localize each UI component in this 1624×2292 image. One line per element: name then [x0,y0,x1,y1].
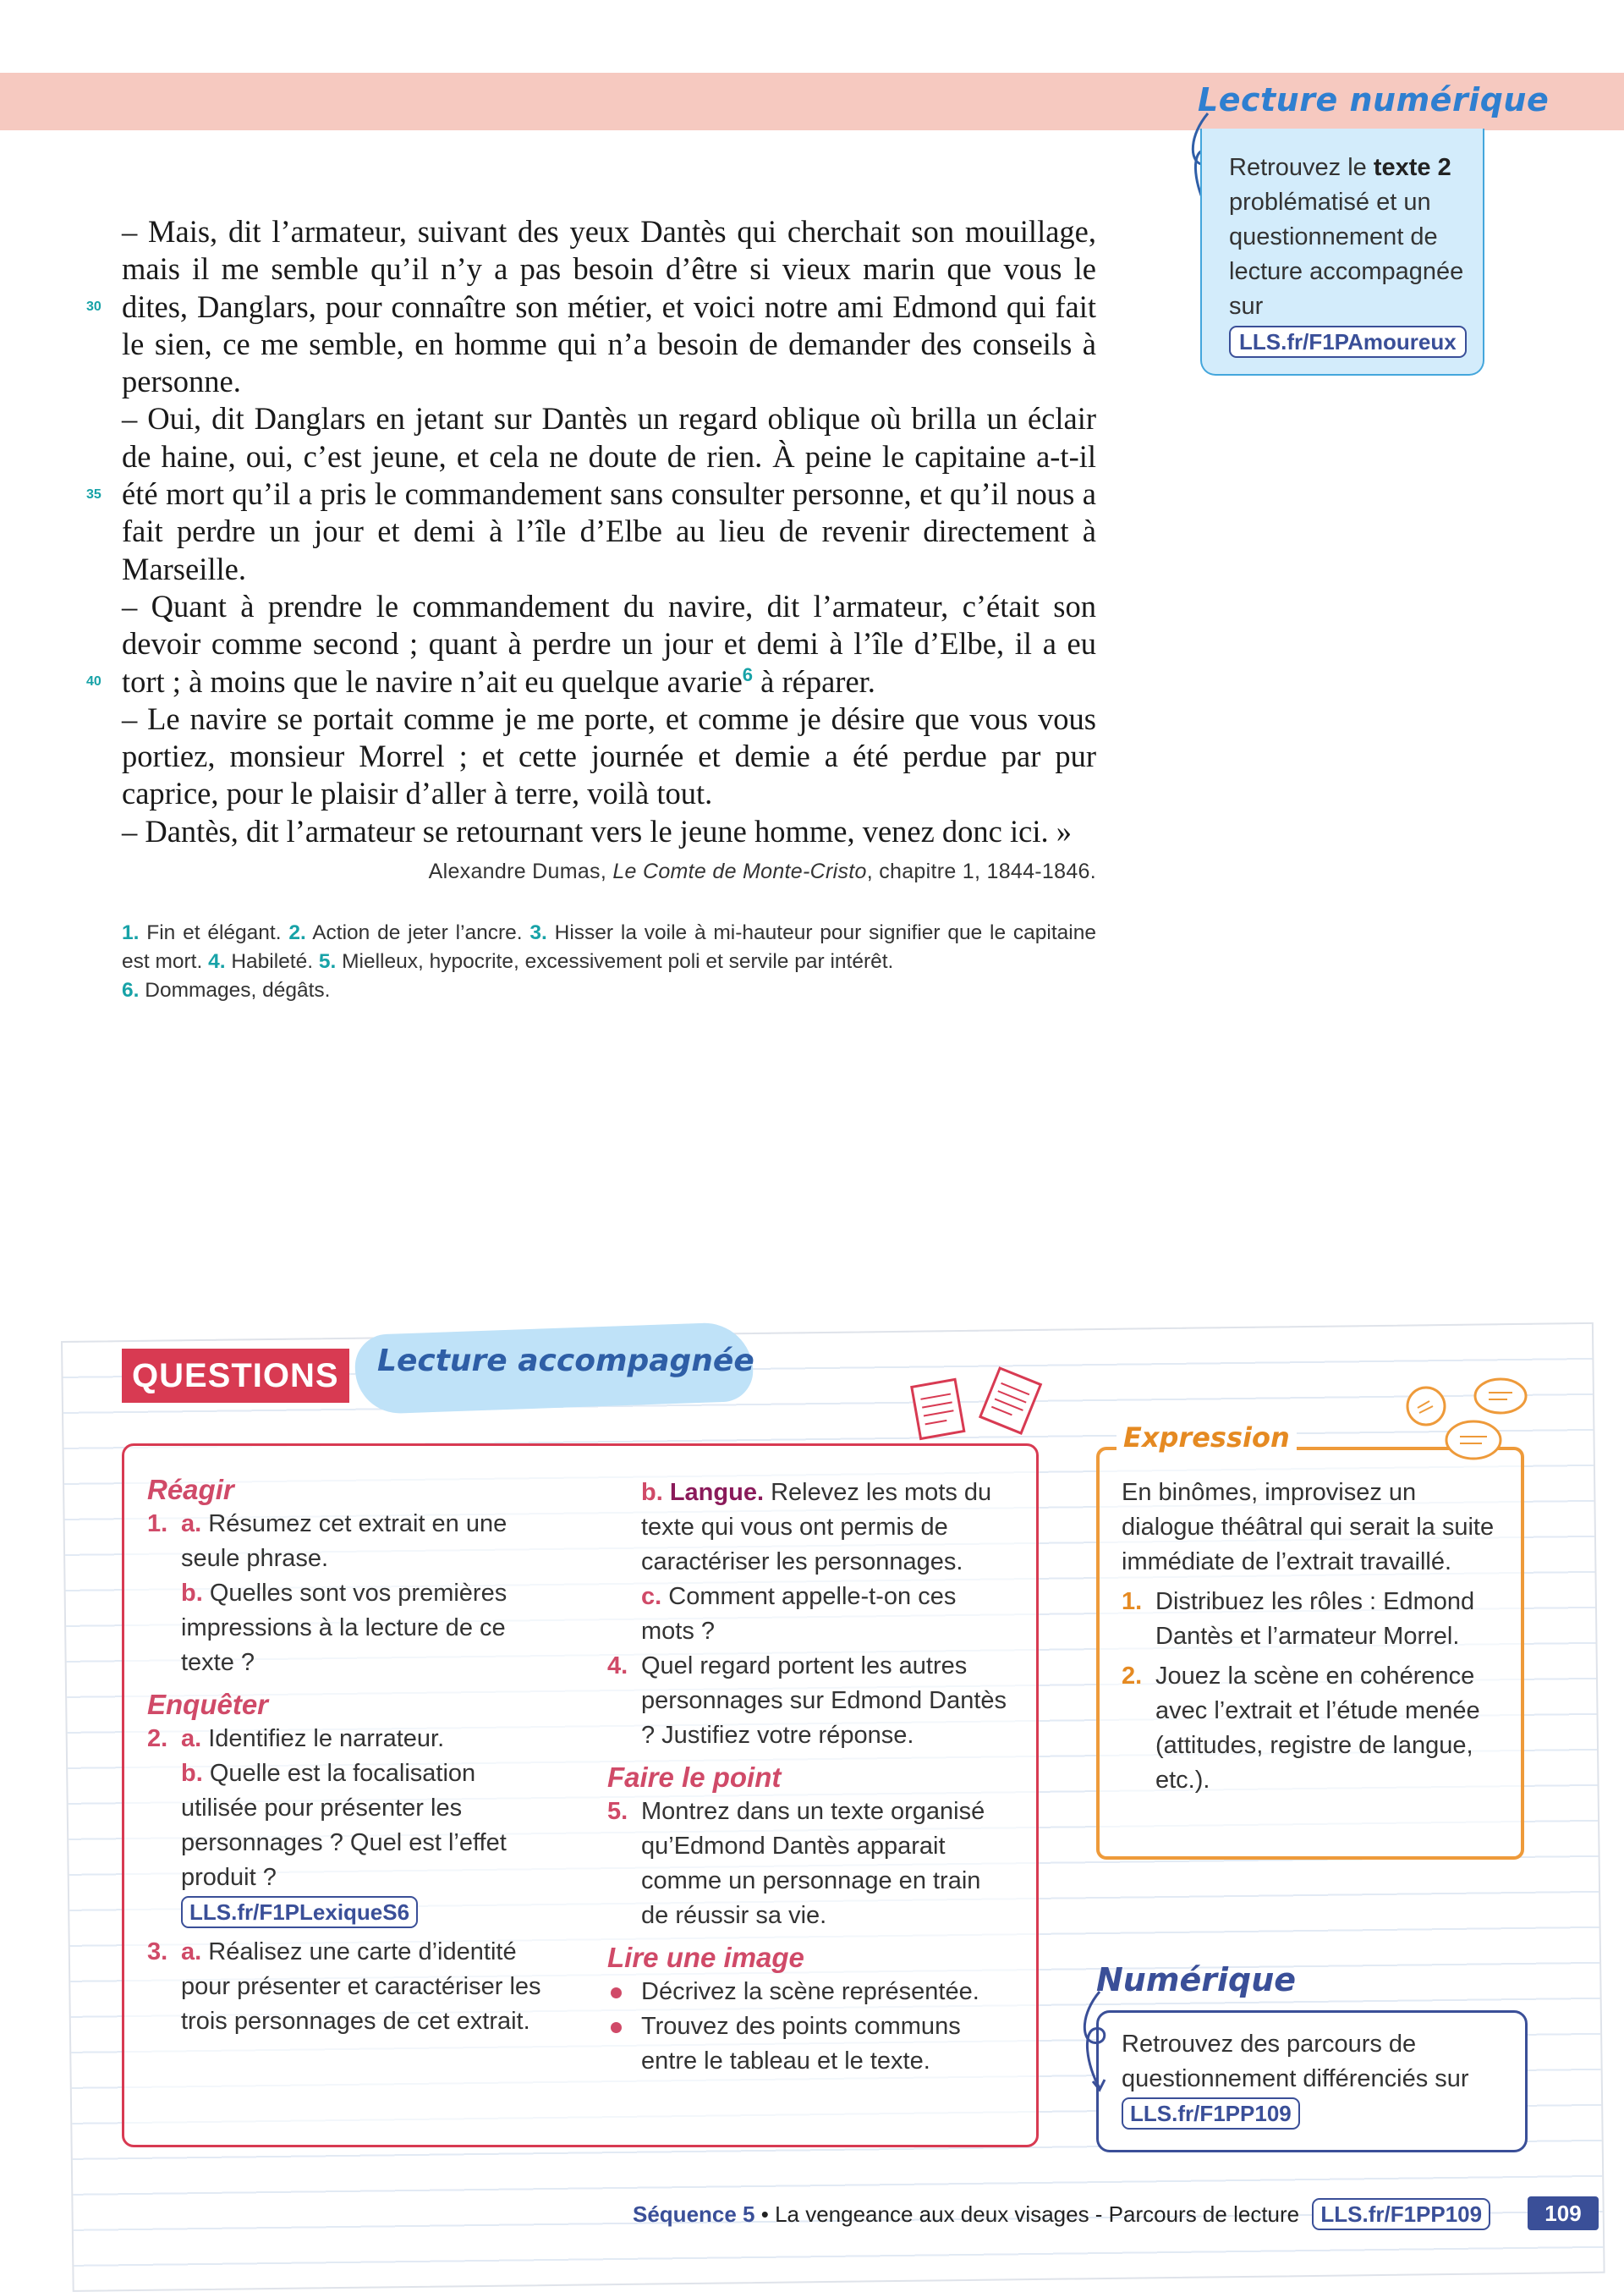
question-letter: a. [181,1510,202,1537]
sidebar-link[interactable]: LLS.fr/F1PAmoureux [1229,326,1467,358]
question-text: Montrez dans un texte organisé qu’Edmond Dantès apparait comme un personnage en train de réussir sa vie. [641,1798,985,1929]
paragraph: – Mais, dit l’armateur, suivant des yeux Dantès qui cherchait son mouillage, mais il me semble qu’il n’y a pas besoin d’être si vieux marin que vous le dites, Danglars, pour connaître son métier, et voici notre ami Edmond qui fait le sien, ce me semble, en homme qui n’a besoin de demander des conseils à personne. [122,214,1096,399]
question-2b [147,1756,553,1930]
numerique-description: Retrouvez des parcours de questionnement différenciés sur [1122,2031,1469,2092]
sidebar-text: Retrouvez le [1229,154,1374,181]
question-text: Comment appelle-t-on ces mots ? [641,1583,957,1645]
lecture-numerique-box [1200,129,1484,376]
footer-link[interactable]: LLS.fr/F1PP109 [1312,2198,1490,2230]
question-text: Réalisez une carte d’identité pour présenter et caractériser les trois personnages de cet extrait. [181,1938,541,2035]
question-text: Décrivez la scène représentée. [641,1978,979,2005]
question-letter: a. [181,1938,202,1965]
question-text: Identifiez le narrateur. [201,1725,445,1752]
footnote-number: 5. [318,950,337,973]
lexique-link[interactable]: LLS.fr/F1PLexiqueS6 [181,1896,418,1928]
line-number: 35 [86,487,102,502]
footer-title: La vengeance aux deux visages - Parcours de lecture [775,2201,1300,2227]
question-number: 4. [607,1652,628,1679]
section-title-enqueter: Enquêter [147,1689,269,1720]
questions-left-column [147,1472,553,2039]
question-letter: a. [181,1725,202,1752]
numerique-text [1122,2027,1519,2131]
footnote-number: 2. [288,921,306,944]
paragraph-text: – Quant à prendre le commandement du navire, dit l’armateur, c’était son devoir comme second ; quant à perdre un jour et demi à l’île d’Elbe, il a eu tort ; à moins que le navire n’ait eu quelque avarie [122,588,1096,699]
novel-excerpt [122,213,1096,850]
question-letter: c. [641,1583,662,1610]
lecture-numerique-title: Lecture numérique [1198,81,1550,118]
source-rest: , chapitre 1, 1844-1846. [866,860,1096,883]
footnote-text: Hisser la voile à mi-hauteur pour signifier que le capitaine est mort. [122,921,1096,973]
question-3b [607,1476,1013,1580]
section-title-faire-le-point: Faire le point [607,1762,782,1793]
paragraph: – Oui, dit Danglars en jetant sur Dantès un regard oblique où brilla un éclair de haine, oui, c’est jeune, et cela ne doute de rien. À peine le capitaine a-t-il été mort qu’il a pris le commandement sans consulter personne, et qu’il nous a fait perdre un jour et demi à l’île d’Elbe au lieu de revenir directement à Marseille. [122,401,1096,586]
question-4 [607,1649,1013,1753]
footnote-ref[interactable]: 6 [742,663,754,685]
question-number: 3. [147,1938,168,1965]
footnote-number: 3. [529,921,547,944]
question-letter: b. [181,1760,203,1787]
paragraph: – Dantès, dit l’armateur se retournant vers le jeune homme, venez donc ici. » [122,813,1072,849]
footnote-text: Fin et élégant. [139,921,289,944]
expression-text [1122,1476,1511,1798]
numerique-title: Numérique [1096,1961,1297,1998]
question-number: 2. [147,1725,168,1752]
expression-intro: En binômes, improvisez un dialogue théâtral qui serait la suite immédiate de l’extrait travaillé. [1122,1479,1495,1575]
questions-subtitle: Lecture accompagnée [377,1344,754,1378]
page-number: 109 [1528,2196,1599,2230]
paragraph [122,588,1096,701]
question-text: Quel regard portent les autres personnages sur Edmond Dantès ? Justifiez votre réponse. [641,1652,1007,1749]
question-text: Quelles sont vos premières impressions à la lecture de ce texte ? [181,1580,508,1676]
footnote-number: 4. [208,950,226,973]
question-3c [607,1580,1013,1649]
question-1a [147,1507,553,1576]
sidebar-text-bold: texte 2 [1373,154,1451,181]
source-work: Le Comte de Monte-Cristo [612,860,867,883]
expression-item-2 [1122,1659,1511,1798]
expression-title: Expression [1116,1421,1297,1454]
question-1b [147,1576,553,1680]
numerique-link[interactable]: LLS.fr/F1PP109 [1122,2097,1300,2130]
source-author: Alexandre Dumas, [428,860,613,883]
footnote-number: 6. [122,979,140,1002]
source-citation [429,860,1096,884]
item-text: Distribuez les rôles : Edmond Dantès et l’armateur Morrel. [1155,1588,1475,1650]
section-title-reagir: Réagir [147,1474,234,1505]
line-number: 30 [86,300,102,314]
question-number: 1. [147,1510,168,1537]
line-number: 40 [86,674,102,689]
footnote-text: Action de jeter l’ancre. [305,921,530,944]
footnote-text: Mielleux, hypocrite, excessivement poli et servile par intérêt. [336,950,894,973]
footer-sequence: Séquence 5 [633,2201,755,2227]
question-letter: b. [641,1479,663,1506]
questions-right-column [607,1476,1013,2079]
bullet-icon [611,1987,622,1998]
paragraph-text: à réparer. [753,663,875,699]
question-text: Trouvez des points communs entre le tableau et le texte. [641,2013,961,2075]
item-number: 1. [1122,1588,1143,1615]
footnote-text: Habileté. [225,950,319,973]
bullet-item [607,2009,1013,2079]
item-number: 2. [1122,1663,1143,1690]
sidebar-text-end: problématisé et un questionnement de lecture accompagnée sur [1229,189,1464,320]
question-text: Quelle est la focalisation utilisée pour présenter les personnages ? Quel est l’effet produit ? [181,1760,507,1891]
paragraph: – Le navire se portait comme je me porte, et comme je désire que vous vous portiez, monsieur Morrel ; et cette journée et demie a été perdue par pur caprice, pour le plaisir d’aller à terre, voilà tout. [122,701,1096,811]
question-2a [147,1722,553,1756]
question-3a [147,1935,553,2039]
question-letter: b. [181,1580,203,1607]
expression-item-1 [1122,1585,1511,1654]
footnote-number: 1. [122,921,140,944]
langue-label: Langue. [669,1479,765,1506]
bullet-icon [611,2022,622,2033]
footnotes [122,919,1096,1005]
question-text: Relevez les mots du texte qui vous ont permis de caractériser les personnages. [641,1479,992,1575]
speech-bubbles-icon [1401,1371,1536,1472]
page-footer [633,2198,1490,2230]
bullet-item [607,1975,1013,2009]
item-text: Jouez la scène en cohérence avec l’extrait et l’étude menée (attitudes, registre de langue, etc.). [1155,1663,1480,1794]
question-5 [607,1795,1013,1933]
questions-label: QUESTIONS [122,1349,349,1403]
footer-separator: • [754,2201,776,2227]
curl-decoration-icon [1074,1988,1116,2098]
footnote-text: Dommages, dégâts. [139,979,331,1002]
section-title-lire-image: Lire une image [607,1942,804,1973]
question-number: 5. [607,1798,628,1825]
question-text: Résumez cet extrait en une seule phrase. [181,1510,508,1572]
